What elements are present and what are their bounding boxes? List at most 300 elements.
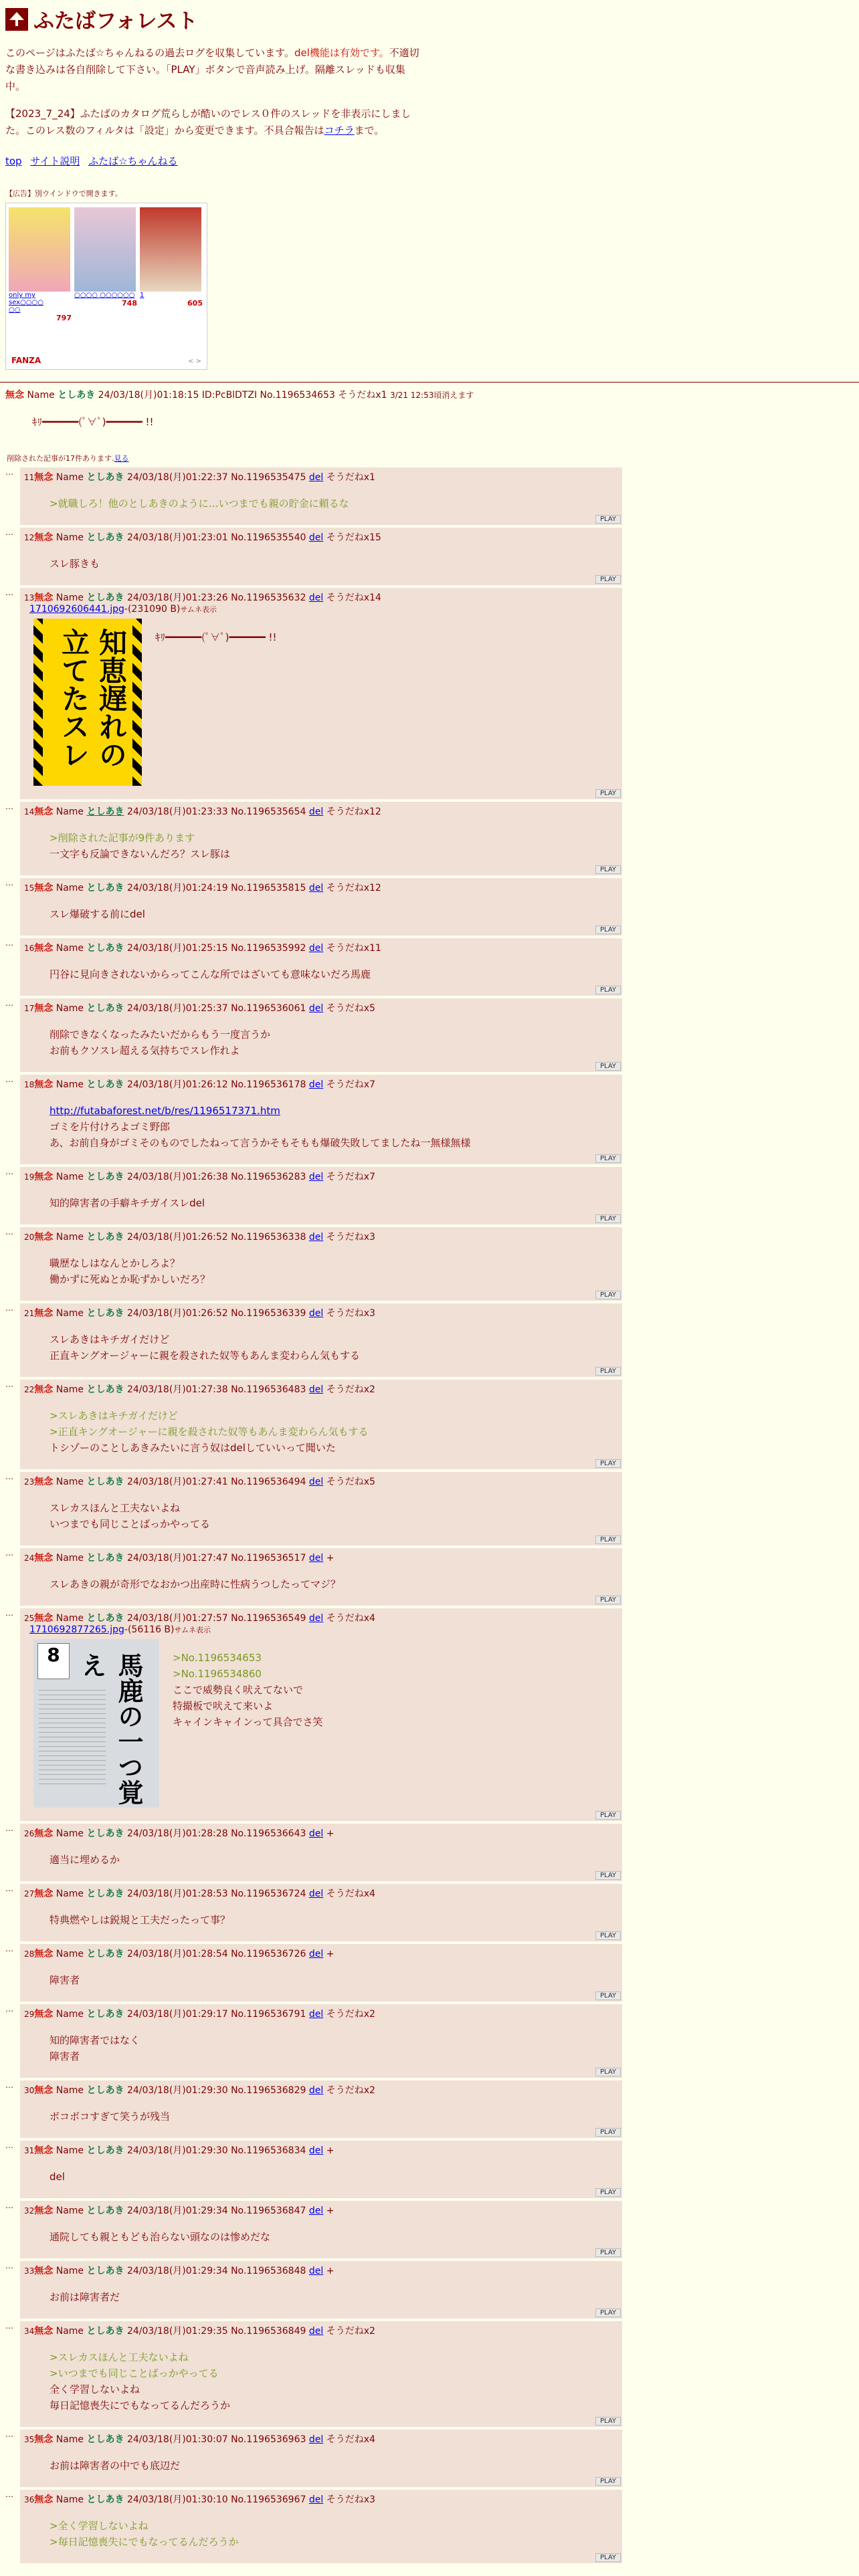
soudane-button[interactable]: そうだねx12 bbox=[326, 807, 381, 817]
poster-name: としあき bbox=[58, 390, 96, 401]
poster-name: としあき bbox=[86, 1477, 124, 1487]
play-button[interactable]: PLAY bbox=[595, 2248, 621, 2257]
post-meta: 24/03/18(月)01:26:12 No.1196536178 bbox=[126, 1079, 306, 1090]
reply-index: 20 bbox=[24, 1232, 35, 1242]
post-meta: 24/03/18(月)01:30:10 No.1196536967 bbox=[126, 2494, 306, 2505]
name-label: Name bbox=[56, 2266, 84, 2276]
show-deleted-link[interactable]: 見る bbox=[114, 454, 129, 463]
play-button[interactable]: PLAY bbox=[595, 2128, 621, 2137]
reply-index: 31 bbox=[24, 2146, 35, 2155]
name-label: Name bbox=[27, 390, 55, 401]
soudane-button[interactable]: そうだねx7 bbox=[326, 1079, 375, 1090]
reply-index: 30 bbox=[24, 2086, 35, 2095]
del-link[interactable]: del bbox=[308, 593, 324, 603]
post-image[interactable] bbox=[33, 619, 142, 786]
post-meta: 24/03/18(月)01:28:54 No.1196536726 bbox=[126, 1949, 306, 1959]
reply-row bbox=[5, 467, 859, 525]
reply-menu-icon[interactable]: … bbox=[5, 802, 13, 811]
reply-row bbox=[5, 1824, 859, 1881]
post-meta: 24/03/18(月)01:27:47 No.1196536517 bbox=[126, 1553, 306, 1564]
op-post bbox=[0, 383, 859, 434]
reply-index: 28 bbox=[24, 1949, 35, 1959]
soudane-button[interactable]: そうだねx4 bbox=[326, 2434, 375, 2445]
soudane-button[interactable]: そうだねx4 bbox=[326, 1889, 375, 1899]
soudane-button[interactable]: + bbox=[326, 1553, 335, 1564]
post-subject: 無念 bbox=[34, 2326, 54, 2337]
soudane-button[interactable]: そうだねx2 bbox=[326, 2326, 375, 2337]
soudane-button[interactable]: そうだねx1 bbox=[338, 390, 387, 401]
poster-name: としあき bbox=[86, 2326, 124, 2337]
quote-line: >No.1196534860 bbox=[173, 1668, 262, 1680]
image-wrap bbox=[33, 619, 618, 786]
del-link[interactable]: del bbox=[308, 1477, 324, 1487]
reply-row bbox=[5, 2004, 859, 2078]
post-subject: 無念 bbox=[34, 807, 54, 817]
reply-body bbox=[50, 830, 618, 862]
reply-index: 23 bbox=[24, 1477, 35, 1487]
reply-body bbox=[50, 1331, 618, 1364]
play-button[interactable]: PLAY bbox=[595, 1596, 621, 1604]
reply-post bbox=[20, 1472, 622, 1545]
reply-row bbox=[5, 1380, 859, 1469]
poster-name: としあき bbox=[86, 2009, 124, 2020]
post-subject: 無念 bbox=[34, 1172, 54, 1182]
reply-body bbox=[50, 1852, 618, 1868]
play-button[interactable]: PLAY bbox=[595, 1992, 621, 2000]
reply-menu-icon[interactable]: … bbox=[5, 938, 13, 948]
play-button[interactable]: PLAY bbox=[595, 926, 621, 934]
del-link[interactable]: del bbox=[308, 1003, 324, 1014]
soudane-button[interactable]: そうだねx2 bbox=[326, 2085, 375, 2096]
soudane-button[interactable]: そうだねx4 bbox=[326, 1613, 375, 1624]
post-meta: 24/03/18(月)01:28:53 No.1196536724 bbox=[126, 1889, 306, 1899]
name-label: Name bbox=[56, 1889, 84, 1899]
soudane-button[interactable]: + bbox=[326, 1828, 335, 1839]
ad-box[interactable] bbox=[5, 203, 207, 370]
quote-line: >No.1196534653 bbox=[173, 1652, 262, 1664]
del-link[interactable]: del bbox=[308, 2434, 324, 2445]
post-meta: 24/03/18(月)01:26:52 No.1196536339 bbox=[126, 1308, 306, 1319]
post-meta: 24/03/18(月)01:29:30 No.1196536829 bbox=[126, 2085, 306, 2096]
soudane-button[interactable]: そうだねx11 bbox=[326, 943, 381, 954]
reply-menu-icon[interactable]: … bbox=[5, 2490, 13, 2499]
reply-row bbox=[5, 2321, 859, 2427]
del-link[interactable]: del bbox=[308, 1232, 324, 1243]
reply-row bbox=[5, 802, 859, 875]
soudane-button[interactable]: そうだねx3 bbox=[326, 1308, 375, 1319]
reply-body bbox=[50, 1972, 618, 1988]
del-link[interactable]: del bbox=[308, 2266, 324, 2276]
reply-menu-icon[interactable]: … bbox=[5, 1884, 13, 1893]
body-line: 適当に埋めるか bbox=[50, 1854, 120, 1866]
play-button[interactable]: PLAY bbox=[595, 2553, 621, 2562]
reply-index: 13 bbox=[24, 593, 35, 603]
poster-name: としあき bbox=[86, 1003, 124, 1014]
poster-name[interactable]: としあき bbox=[86, 807, 124, 817]
file-link[interactable]: 1710692877265.jpg bbox=[29, 1624, 124, 1635]
reply-post bbox=[20, 2004, 622, 2078]
body-line: トシゾーのことしあきみたいに言う奴はdelしていいって聞いた bbox=[50, 1442, 336, 1454]
name-label: Name bbox=[56, 1613, 84, 1624]
reply-body bbox=[50, 496, 618, 512]
thumbnail-toggle[interactable]: サムネ表示 bbox=[180, 605, 217, 614]
post-subject: 無念 bbox=[34, 2085, 54, 2096]
del-link[interactable]: del bbox=[308, 943, 324, 954]
reply-menu-icon[interactable]: … bbox=[5, 2080, 13, 2090]
del-link[interactable]: del bbox=[308, 2494, 324, 2505]
reply-row bbox=[5, 1167, 859, 1224]
soudane-button[interactable]: そうだねx5 bbox=[326, 1477, 375, 1487]
name-label: Name bbox=[56, 1553, 84, 1564]
reply-body bbox=[50, 2169, 618, 2185]
post-meta: 24/03/18(月)01:25:15 No.1196535992 bbox=[126, 943, 306, 954]
post-subject: 無念 bbox=[34, 1384, 54, 1395]
name-label: Name bbox=[56, 2434, 84, 2445]
post-subject: 無念 bbox=[34, 943, 54, 954]
post-meta: 24/03/18(月)01:23:01 No.1196535540 bbox=[126, 532, 306, 543]
reply-body bbox=[50, 2229, 618, 2245]
play-button[interactable]: PLAY bbox=[595, 575, 621, 584]
body-line: ボコボコすぎて笑うが残当 bbox=[50, 2111, 171, 2123]
post-meta: 24/03/18(月)01:23:33 No.1196535654 bbox=[126, 807, 306, 817]
post-meta: 24/03/18(月)01:29:35 No.1196536849 bbox=[126, 2326, 306, 2337]
soudane-button[interactable]: + bbox=[326, 2145, 335, 2156]
play-button[interactable]: PLAY bbox=[595, 1154, 621, 1163]
reply-menu-icon[interactable]: … bbox=[5, 2321, 13, 2331]
reply-body bbox=[50, 1576, 618, 1592]
post-subject: 無念 bbox=[34, 593, 54, 603]
body-line: キャインキャインって具合でさ笑 bbox=[173, 1716, 323, 1728]
quote-line: >毎日記憶喪失にでもなってるんだろうか bbox=[50, 2536, 239, 2548]
name-label: Name bbox=[56, 2009, 84, 2020]
poster-name: としあき bbox=[86, 1949, 124, 1959]
post-subject: 無念 bbox=[34, 2266, 54, 2276]
body-line: 職歴なしはなんとかしろよ？ bbox=[50, 1257, 181, 1269]
poster-name: としあき bbox=[86, 2494, 124, 2505]
reply-row bbox=[5, 998, 859, 1072]
play-button[interactable]: PLAY bbox=[595, 2068, 621, 2076]
play-button[interactable]: PLAY bbox=[595, 2188, 621, 2197]
ad-price: 605 bbox=[187, 299, 203, 308]
post-subject: 無念 bbox=[34, 532, 54, 543]
poster-name: としあき bbox=[86, 2206, 124, 2216]
post-subject: 無念 bbox=[34, 1232, 54, 1243]
poster-name: としあき bbox=[86, 1172, 124, 1182]
name-label: Name bbox=[56, 2494, 84, 2505]
ad-item[interactable] bbox=[74, 207, 137, 322]
body-line: スレあきはキチガイだけど bbox=[50, 1333, 170, 1346]
nav-about-link[interactable]: サイト説明 bbox=[30, 155, 80, 167]
poster-name: としあき bbox=[86, 1308, 124, 1319]
post-meta: 24/03/18(月)01:29:34 No.1196536847 bbox=[126, 2206, 306, 2216]
body-line: 特典燃やしは鋭規と工夫だったって事？ bbox=[50, 1914, 231, 1926]
soudane-button[interactable]: + bbox=[326, 2266, 335, 2276]
post-subject: 無念 bbox=[34, 1949, 54, 1959]
reply-body bbox=[50, 1408, 618, 1456]
post-meta: 24/03/18(月)01:25:37 No.1196536061 bbox=[126, 1003, 306, 1014]
soudane-button[interactable]: そうだねx3 bbox=[326, 2494, 375, 2505]
del-link[interactable]: del bbox=[308, 1079, 324, 1090]
reply-post bbox=[20, 588, 622, 799]
play-button[interactable]: PLAY bbox=[595, 1367, 621, 1376]
del-link[interactable]: del bbox=[308, 1613, 324, 1624]
name-label: Name bbox=[56, 883, 84, 893]
reply-index: 26 bbox=[24, 1829, 35, 1838]
reply-index: 25 bbox=[24, 1614, 35, 1623]
thumbnail-toggle[interactable]: サムネ表示 bbox=[174, 1626, 211, 1634]
post-meta: 24/03/18(月)01:26:38 No.1196536283 bbox=[126, 1172, 306, 1182]
poster-name: としあき bbox=[86, 1613, 124, 1624]
fanza-logo: FANZA bbox=[11, 356, 41, 365]
play-button[interactable]: PLAY bbox=[595, 1062, 621, 1071]
post-image[interactable] bbox=[33, 1639, 159, 1808]
deleted-note-text: 削除された記事が17件あります. bbox=[7, 454, 114, 463]
body-line: 特撮板で吠えて来いよ bbox=[173, 1700, 274, 1712]
reply-post bbox=[20, 1884, 622, 1941]
reply-post bbox=[20, 1167, 622, 1224]
post-meta: 24/03/18(月)01:27:57 No.1196536549 bbox=[126, 1613, 306, 1624]
poster-name: としあき bbox=[86, 1384, 124, 1395]
del-link[interactable]: del bbox=[308, 807, 324, 817]
ad-pager[interactable]: < > bbox=[188, 358, 201, 365]
ad-item[interactable] bbox=[9, 207, 72, 322]
del-link[interactable]: del bbox=[308, 2326, 324, 2337]
ad-price: 797 bbox=[56, 314, 72, 322]
reply-link[interactable]: http://futabaforest.net/b/res/1196517371.htm bbox=[50, 1105, 280, 1117]
del-link[interactable]: del bbox=[308, 1172, 324, 1182]
reply-menu-icon[interactable]: … bbox=[5, 2141, 13, 2150]
post-subject: 無念 bbox=[34, 1553, 54, 1564]
soudane-button[interactable]: + bbox=[326, 2206, 335, 2216]
poster-name: としあき bbox=[86, 2145, 124, 2156]
nav-futaba-link[interactable]: ふたば☆ちゃんねる bbox=[88, 155, 178, 167]
body-line: お前は障害者の中でも底辺だ bbox=[50, 2460, 181, 2472]
post-meta: 24/03/18(月)01:27:38 No.1196536483 bbox=[126, 1384, 306, 1395]
body-line: 障害者 bbox=[50, 2050, 80, 2062]
play-button[interactable]: PLAY bbox=[595, 1931, 621, 1940]
quote-line: >全く学習しないよね bbox=[50, 2520, 149, 2532]
reply-post bbox=[20, 1075, 622, 1164]
intro-notice: 【2023_7_24】ふたばのカタログ荒らしが酷いのでレス０件のスレッドを非表示にしました。このレス数のフィルタは「設定」から変更できます。不具合報告は bbox=[5, 108, 411, 136]
play-button[interactable]: PLAY bbox=[595, 515, 621, 524]
reply-menu-icon[interactable]: … bbox=[5, 2201, 13, 2210]
poster-name: としあき bbox=[86, 2266, 124, 2276]
ad-image[interactable] bbox=[74, 207, 136, 292]
play-button[interactable]: PLAY bbox=[595, 2477, 621, 2486]
del-link[interactable]: del bbox=[308, 2145, 324, 2156]
reply-menu-icon[interactable]: … bbox=[5, 1303, 13, 1313]
reply-row bbox=[5, 528, 859, 585]
play-button[interactable]: PLAY bbox=[595, 986, 621, 994]
body-line: 毎日記憶喪失にでもなってるんだろうか bbox=[50, 2399, 231, 2411]
reply-menu-icon[interactable]: … bbox=[5, 588, 13, 597]
reply-post bbox=[20, 1548, 622, 1606]
post-meta: 24/03/18(月)01:22:37 No.1196535475 bbox=[126, 472, 306, 483]
reply-menu-icon[interactable]: … bbox=[5, 1944, 13, 1953]
play-button[interactable]: PLAY bbox=[595, 1535, 621, 1544]
del-link[interactable]: del bbox=[308, 1889, 324, 1899]
site-logo[interactable] bbox=[5, 8, 28, 31]
intro-del-notice: del機能は有効です。 bbox=[294, 47, 389, 59]
file-size: -(231090 B) bbox=[124, 604, 181, 615]
body-line: あ、お前自身がゴミそのものでしたねって言うかそもそもも爆破失敗してましたね一無様無様 bbox=[50, 1137, 471, 1149]
reply-menu-icon[interactable]: … bbox=[5, 1472, 13, 1481]
intro-notice-end: まで。 bbox=[354, 124, 385, 136]
reply-menu-icon[interactable]: … bbox=[5, 467, 13, 477]
ad-item-title[interactable]: ○○○○ ○○○○○○ bbox=[74, 292, 135, 299]
report-link[interactable]: コチラ bbox=[324, 124, 355, 136]
del-link[interactable]: del bbox=[308, 2009, 324, 2020]
reply-post bbox=[20, 1608, 622, 1821]
post-meta: 24/03/18(月)01:18:15 ID:PcBlDTZI No.1196534653 bbox=[98, 390, 335, 401]
reply-body bbox=[50, 556, 618, 572]
reply-menu-icon[interactable]: … bbox=[5, 1075, 13, 1084]
body-line: 一文字も反論できないんだろ？スレ豚は bbox=[50, 848, 231, 860]
reply-post bbox=[20, 1380, 622, 1469]
post-subject: 無念 bbox=[34, 1477, 54, 1487]
reply-menu-icon[interactable]: … bbox=[5, 1824, 13, 1833]
reply-menu-icon[interactable]: … bbox=[5, 1548, 13, 1558]
calendar-page: 8 bbox=[37, 1643, 70, 1679]
del-link[interactable]: del bbox=[308, 2085, 324, 2096]
image-wrap bbox=[33, 1639, 618, 1808]
reply-body bbox=[50, 966, 618, 982]
intro-paragraph-2 bbox=[5, 106, 420, 139]
del-link[interactable]: del bbox=[308, 1828, 324, 1839]
name-label: Name bbox=[56, 1232, 84, 1243]
play-button[interactable]: PLAY bbox=[595, 865, 621, 874]
reply-row bbox=[5, 1227, 859, 1301]
reply-post bbox=[20, 2430, 622, 2487]
post-subject: 無念 bbox=[34, 1079, 54, 1090]
reply-post bbox=[20, 802, 622, 875]
del-link[interactable]: del bbox=[308, 1384, 324, 1395]
play-button[interactable]: PLAY bbox=[595, 2417, 621, 2426]
file-info bbox=[29, 1624, 618, 1635]
reply-menu-icon[interactable]: … bbox=[5, 1608, 13, 1618]
play-button[interactable]: PLAY bbox=[595, 1459, 621, 1468]
reply-body bbox=[50, 1195, 618, 1211]
reply-post bbox=[20, 2201, 622, 2258]
reply-menu-icon[interactable]: … bbox=[5, 1227, 13, 1237]
reply-menu-icon[interactable]: … bbox=[5, 998, 13, 1008]
soudane-button[interactable]: そうだねx5 bbox=[326, 1003, 375, 1014]
poster-name: としあき bbox=[86, 472, 124, 483]
nav-top-link[interactable]: top bbox=[5, 155, 22, 167]
reply-index: 32 bbox=[24, 2206, 35, 2216]
post-meta: 24/03/18(月)01:23:26 No.1196535632 bbox=[126, 593, 306, 603]
post-subject: 無念 bbox=[34, 1889, 54, 1899]
reply-body bbox=[155, 629, 276, 786]
reply-body bbox=[50, 2349, 618, 2413]
body-line: ゴミを片付けろよゴミ野郎 bbox=[50, 1121, 171, 1133]
del-link[interactable]: del bbox=[308, 1949, 324, 1959]
ad-item-title[interactable]: only my sex○○○○ bbox=[9, 292, 44, 306]
reply-body bbox=[50, 1255, 618, 1287]
del-link[interactable]: del bbox=[308, 472, 324, 483]
soudane-button[interactable]: そうだねx3 bbox=[326, 1232, 375, 1243]
reply-menu-icon[interactable]: … bbox=[5, 2004, 13, 2014]
reply-menu-icon[interactable]: … bbox=[5, 2430, 13, 2439]
soudane-button[interactable]: + bbox=[326, 1949, 335, 1959]
play-button[interactable]: PLAY bbox=[595, 1291, 621, 1299]
soudane-button[interactable]: そうだねx12 bbox=[326, 883, 381, 893]
soudane-button[interactable]: そうだねx15 bbox=[326, 532, 381, 543]
poster-name: としあき bbox=[86, 883, 124, 893]
body-line: 円谷に見向きされないからってこんな所ではざいても意味ないだろ馬鹿 bbox=[50, 968, 371, 980]
play-button[interactable]: PLAY bbox=[595, 2309, 621, 2317]
post-meta: 24/03/18(月)01:29:17 No.1196536791 bbox=[126, 2009, 306, 2020]
post-subject: 無念 bbox=[34, 2494, 54, 2505]
intro-text-2: 不適切な書き込みは各自削除して下さい。「PLAY」ボタンで音声読み上げ。隔離スレッドも収集中。 bbox=[5, 47, 419, 92]
play-button[interactable]: PLAY bbox=[595, 1214, 621, 1223]
soudane-button[interactable]: そうだねx1 bbox=[326, 472, 375, 483]
post-meta: 24/03/18(月)01:29:30 No.1196536834 bbox=[126, 2145, 306, 2156]
poster-name: としあき bbox=[86, 1889, 124, 1899]
reply-menu-icon[interactable]: … bbox=[5, 1167, 13, 1176]
title-row bbox=[5, 4, 854, 34]
reply-index: 22 bbox=[24, 1385, 35, 1394]
reply-body bbox=[50, 2458, 618, 2474]
reply-row bbox=[5, 938, 859, 996]
reply-menu-icon[interactable]: … bbox=[5, 878, 13, 887]
del-link[interactable]: del bbox=[308, 1553, 324, 1564]
ad-item-title[interactable]: 1 bbox=[140, 292, 145, 299]
soudane-button[interactable]: そうだねx2 bbox=[326, 1384, 375, 1395]
file-link[interactable]: 1710692606441.jpg bbox=[29, 604, 124, 615]
quote-line: >いつまでも同じことばっかやってる bbox=[50, 2367, 219, 2379]
post-meta: 24/03/18(月)01:24:19 No.1196535815 bbox=[126, 883, 306, 893]
del-link[interactable]: del bbox=[308, 1308, 324, 1319]
post-subject: 無念 bbox=[34, 2434, 54, 2445]
stripe-decor bbox=[33, 619, 43, 786]
quote-line: >就職しろ！他のとしあきのように…いつまでも親の貯金に頼るな bbox=[50, 498, 349, 510]
poster-name: としあき bbox=[86, 943, 124, 954]
reply-index: 35 bbox=[24, 2435, 35, 2444]
reply-menu-icon[interactable]: … bbox=[5, 1380, 13, 1389]
del-link[interactable]: del bbox=[308, 883, 324, 893]
ad-item-sub[interactable]: ○○ bbox=[9, 306, 21, 314]
reply-body bbox=[50, 2032, 618, 2064]
reply-menu-icon[interactable]: … bbox=[5, 2261, 13, 2270]
body-line: ここで威勢良く吠えてないで bbox=[173, 1684, 304, 1696]
play-button[interactable]: PLAY bbox=[595, 1811, 621, 1820]
post-subject: 無念 bbox=[34, 1828, 54, 1839]
reply-post bbox=[20, 2141, 622, 2198]
del-link[interactable]: del bbox=[308, 2206, 324, 2216]
reply-post bbox=[20, 2080, 622, 2138]
play-button[interactable]: PLAY bbox=[595, 789, 621, 798]
play-button[interactable]: PLAY bbox=[595, 1871, 621, 1880]
ad-image[interactable] bbox=[9, 207, 70, 292]
ad-image[interactable] bbox=[140, 207, 201, 292]
name-label: Name bbox=[56, 2085, 84, 2096]
quote-line: >正直キングオージャーに親を殺された奴等もあんま変わらん気もする bbox=[50, 1426, 369, 1438]
quote-line: >スレカスほんと工夫ないよね bbox=[50, 2351, 189, 2363]
ad-item[interactable] bbox=[140, 207, 203, 322]
reply-index: 11 bbox=[24, 473, 35, 482]
soudane-button[interactable]: そうだねx14 bbox=[326, 593, 381, 603]
reply-post bbox=[20, 467, 622, 525]
soudane-button[interactable]: そうだねx2 bbox=[326, 2009, 375, 2020]
body-line: 働かずに死ぬとか恥ずかしいだろ？ bbox=[50, 1273, 211, 1285]
name-label: Name bbox=[56, 1949, 84, 1959]
del-link[interactable]: del bbox=[308, 532, 324, 543]
reply-menu-icon[interactable]: … bbox=[5, 528, 13, 537]
nav-links bbox=[5, 154, 854, 168]
name-label: Name bbox=[56, 593, 84, 603]
soudane-button[interactable]: そうだねx7 bbox=[326, 1172, 375, 1182]
